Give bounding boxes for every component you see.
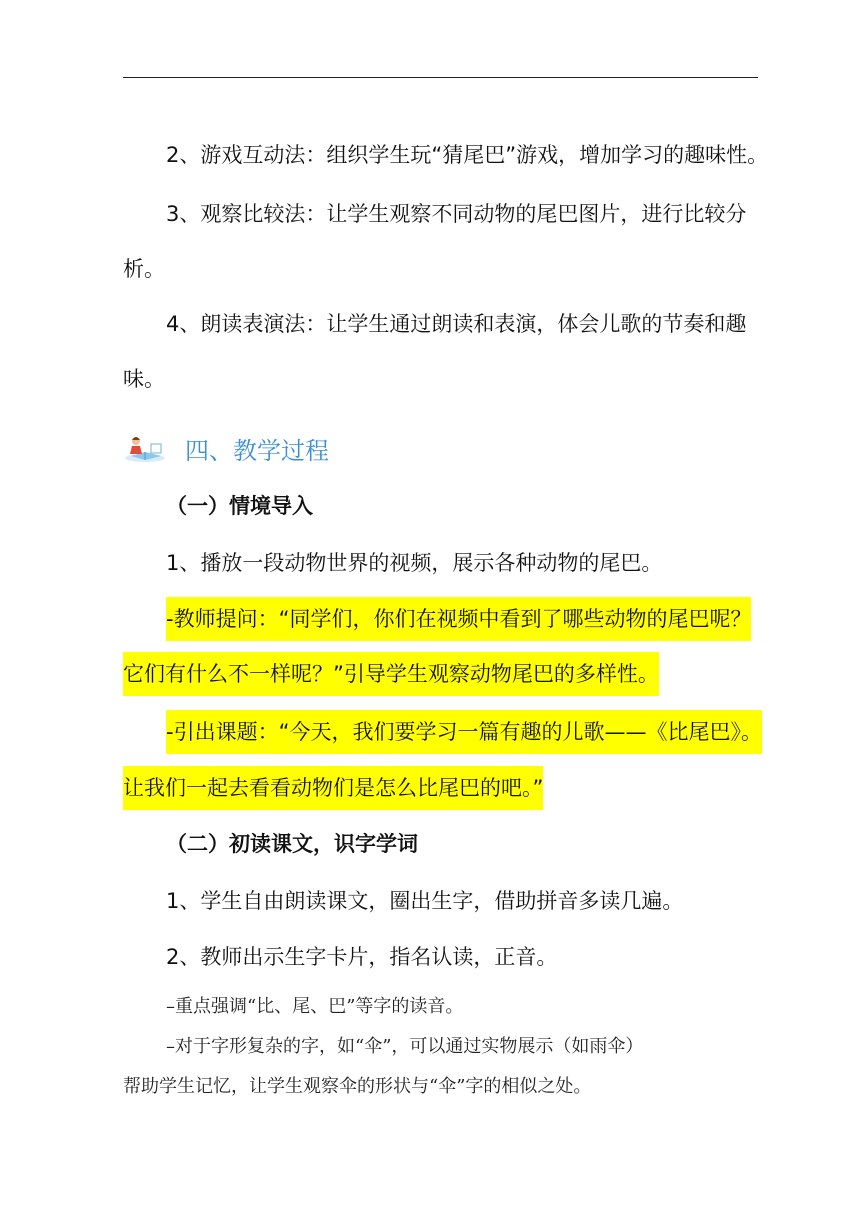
sub2-note-2-cont: 帮助学生记忆，让学生观察伞的形状与“伞”字的相似之处。 (123, 1076, 592, 1097)
section-heading (123, 430, 329, 466)
method-4-text: 4、朗读表演法：让学生通过朗读和表演，体会儿歌的节奏和趣 (166, 312, 747, 336)
sub2-note-1: –重点强调“比、尾、巴”等字的读音。 (166, 996, 464, 1017)
book-reader-icon (123, 432, 167, 464)
teacher-question-line-2: 它们有什么不一样呢？”引导学生观察动物尾巴的多样性。 (123, 659, 758, 689)
lesson-intro-line-1: -引出课题：“今天，我们要学习一篇有趣的儿歌——《比尾巴》。 (123, 717, 758, 747)
sub2-item-2: 2、教师出示生字卡片，指名认读，正音。 (166, 945, 558, 969)
method-3-text: 3、观察比较法：让学生观察不同动物的尾巴图片，进行比较分 (166, 202, 747, 226)
method-3-text-cont: 析。 (123, 257, 165, 281)
subsection-1-title: （一）情境导入 (166, 494, 313, 518)
sub2-note-2: –对于字形复杂的字，如“伞”，可以通过实物展示（如雨伞） (166, 1036, 644, 1057)
method-4-text-cont: 味。 (123, 367, 165, 391)
lesson-intro-line-2: 让我们一起去看看动物们是怎么比尾巴的吧。” (123, 773, 758, 803)
header-rule (123, 77, 758, 78)
sub1-item-1: 1、播放一段动物世界的视频，展示各种动物的尾巴。 (166, 551, 663, 575)
sub2-item-1: 1、学生自由朗读课文，圈出生字，借助拼音多读几遍。 (166, 889, 684, 913)
teacher-question-line-1: -教师提问：“同学们，你们在视频中看到了哪些动物的尾巴呢？ (123, 604, 758, 634)
subsection-2-title: （二）初读课文，识字学词 (166, 832, 418, 856)
section-title: 四、教学过程 (185, 436, 329, 465)
method-2-text: 2、游戏互动法：组织学生玩“猜尾巴”游戏，增加学习的趣味性。 (166, 143, 769, 167)
